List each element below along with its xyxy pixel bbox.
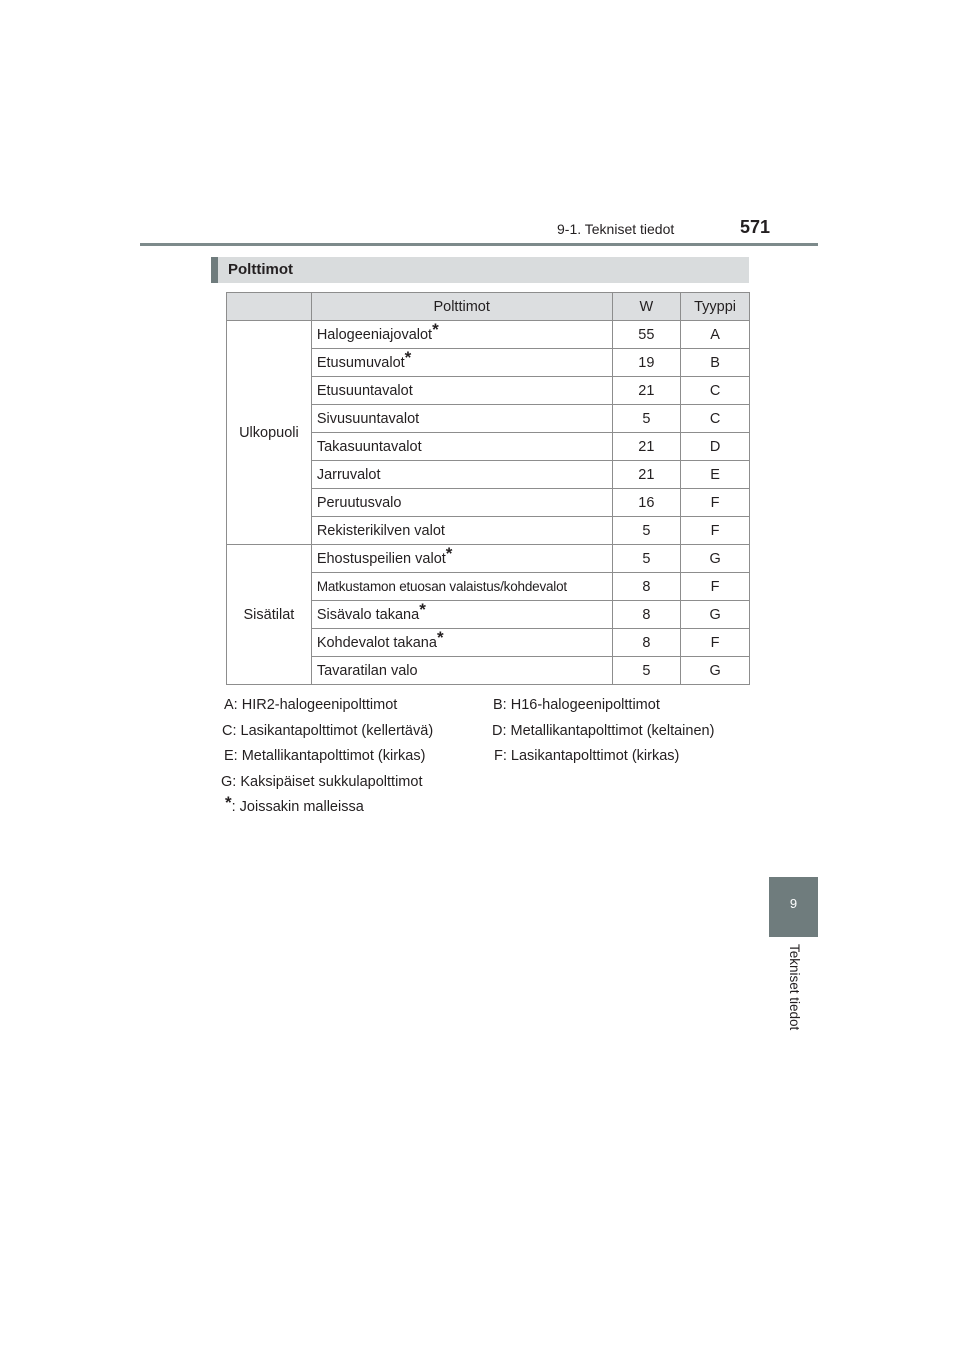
- column-header-bulbs: Polttimot: [311, 293, 612, 321]
- legend-row: [221, 697, 761, 723]
- chapter-tab: [769, 877, 818, 937]
- type-cell: G: [681, 601, 750, 629]
- bulb-name-cell: Takasuuntavalot: [311, 433, 612, 461]
- legend-item-b: B: H16-halogeenipolttimot: [493, 697, 660, 713]
- watt-cell: 21: [612, 461, 681, 489]
- watt-cell: 8: [612, 601, 681, 629]
- watt-cell: 5: [612, 405, 681, 433]
- bulb-table: [226, 292, 750, 685]
- table-row: [227, 545, 750, 573]
- section-title-bar: [211, 257, 749, 283]
- type-cell: B: [681, 349, 750, 377]
- type-cell: F: [681, 489, 750, 517]
- asterisk-mark: *: [404, 347, 412, 367]
- asterisk-mark: *: [225, 793, 232, 812]
- table-header-row: [227, 293, 750, 321]
- group-label-exterior: Ulkopuoli: [227, 321, 312, 545]
- running-header-section: 9-1. Tekniset tiedot: [557, 221, 675, 237]
- asterisk-mark: *: [445, 543, 453, 563]
- asterisk-mark: *: [432, 319, 439, 339]
- chapter-number: 9: [789, 896, 798, 911]
- watt-cell: 8: [612, 629, 681, 657]
- watt-cell: 21: [612, 377, 681, 405]
- asterisk-mark: *: [436, 627, 444, 647]
- bulb-name-cell: Sisävalo takana*: [311, 601, 612, 629]
- column-header-type: Tyyppi: [681, 293, 750, 321]
- type-cell: G: [681, 545, 750, 573]
- asterisk-mark: *: [419, 599, 426, 619]
- bulb-name-cell: Peruutusvalo: [311, 489, 612, 517]
- chapter-label: Tekniset tiedot: [787, 944, 802, 1031]
- watt-cell: 19: [612, 349, 681, 377]
- bulb-name-cell: Jarruvalot: [311, 461, 612, 489]
- legend: [221, 697, 761, 825]
- watt-cell: 55: [612, 321, 681, 349]
- watt-cell: 5: [612, 657, 681, 685]
- table-row: [227, 321, 750, 349]
- legend-row: [221, 748, 761, 774]
- legend-row: [221, 793, 761, 825]
- type-cell: F: [681, 573, 750, 601]
- legend-item-g: G: Kaksipäiset sukkulapolttimot: [221, 773, 423, 790]
- footnote: [225, 793, 364, 815]
- header-divider: [140, 243, 818, 246]
- type-cell: C: [681, 377, 750, 405]
- type-cell: G: [681, 657, 750, 685]
- type-cell: A: [681, 321, 750, 349]
- watt-cell: 21: [612, 433, 681, 461]
- bulb-name-cell: Rekisterikilven valot: [311, 517, 612, 545]
- legend-item-e: E: Metallikantapolttimot (kirkas): [224, 748, 426, 764]
- watt-cell: 5: [612, 545, 681, 573]
- type-cell: D: [681, 433, 750, 461]
- legend-item-c: C: Lasikantapolttimot (kellertävä): [222, 722, 434, 739]
- legend-row: [221, 723, 761, 749]
- legend-item-d: D: Metallikantapolttimot (keltainen): [492, 722, 715, 739]
- bulb-name-cell: Sivusuuntavalot: [311, 405, 612, 433]
- legend-item-a: A: HIR2-halogeenipolttimot: [224, 697, 398, 713]
- column-header-watt: W: [612, 293, 681, 321]
- legend-row: [221, 774, 761, 800]
- bulb-name-cell: Etusumuvalot*: [311, 349, 612, 377]
- group-label-interior: Sisätilat: [227, 545, 312, 685]
- bulb-name-cell: Etusuuntavalot: [311, 377, 612, 405]
- legend-item-f: F: Lasikantapolttimot (kirkas): [494, 748, 680, 764]
- watt-cell: 8: [612, 573, 681, 601]
- column-header-group: [227, 293, 312, 321]
- type-cell: C: [681, 405, 750, 433]
- bulb-name-cell: Ehostuspeilien valot*: [311, 545, 612, 573]
- bulb-name-cell: Matkustamon etuosan valaistus/kohdevalot: [311, 573, 612, 601]
- bulb-name-cell: Halogeeniajovalot*: [311, 321, 612, 349]
- type-cell: F: [681, 629, 750, 657]
- type-cell: E: [681, 461, 750, 489]
- bulb-name-cell: Kohdevalot takana*: [311, 629, 612, 657]
- page-number: 571: [740, 217, 771, 237]
- type-cell: F: [681, 517, 750, 545]
- section-title: Polttimot: [228, 261, 293, 278]
- bulb-name-cell: Tavaratilan valo: [311, 657, 612, 685]
- footnote-text: : Joissakin malleissa: [231, 799, 364, 815]
- watt-cell: 5: [612, 517, 681, 545]
- watt-cell: 16: [612, 489, 681, 517]
